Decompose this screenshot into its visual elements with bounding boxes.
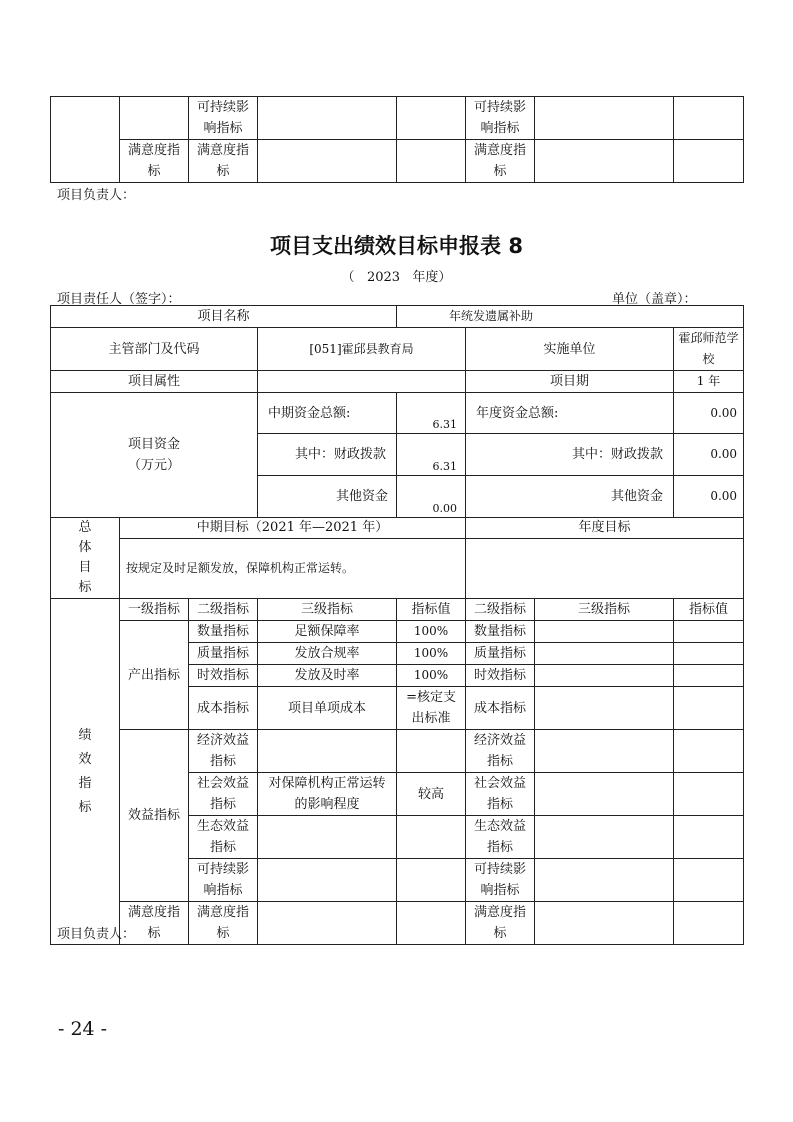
sat1-line1: 满意度指 — [127, 905, 180, 920]
sus-line1: 可持续影 — [196, 862, 249, 877]
goal-char: 总 — [78, 520, 92, 535]
project-name-value: 年统发遗属补助 — [397, 306, 744, 328]
top-blank-cell — [51, 97, 120, 183]
social-level3 — [258, 773, 397, 816]
social-l3-line1: 对保障机构正常运转 — [268, 776, 386, 791]
top-blank-cell — [535, 140, 674, 183]
mid-total-value: 6.31 — [397, 393, 466, 434]
blank-cell — [397, 859, 466, 902]
overall-goal-side-label — [51, 518, 120, 599]
project-attr-value — [258, 371, 466, 393]
cost-value-line2: 出标准 — [411, 711, 451, 726]
perf-char: 效 — [78, 751, 92, 767]
quality-indicator: 质量指标 — [189, 643, 258, 665]
qty-indicator: 数量指标 — [189, 621, 258, 643]
mid-total-label: 中期资金总额: — [258, 393, 397, 434]
sat1-line2: 标 — [147, 926, 161, 941]
cost-indicator: 成本指标 — [189, 687, 258, 730]
satisfaction-level1-cell — [120, 140, 189, 183]
project-period-label: 项目期 — [466, 371, 674, 393]
performance-side-label — [51, 599, 120, 945]
sustain-label-line2: 响指标 — [480, 121, 520, 136]
goal-char: 标 — [78, 580, 92, 595]
blank-cell — [674, 816, 744, 859]
sus-line1: 可持续影 — [474, 862, 527, 877]
header-level3-right: 三级指标 — [535, 599, 674, 621]
time-indicator: 时效指标 — [189, 665, 258, 687]
mid-other-label: 其他资金 — [258, 476, 397, 518]
sustain-indicator-cell-right — [466, 97, 535, 140]
eco-line2: 指标 — [209, 840, 236, 855]
blank-cell — [535, 859, 674, 902]
social-line1: 社会效益 — [196, 776, 249, 791]
econ-indicator — [189, 730, 258, 773]
mid-other-value: 0.00 — [397, 476, 466, 518]
project-funds-label — [51, 393, 258, 518]
sus-line2: 响指标 — [203, 883, 243, 898]
top-footer-responsible: 项目负责人： — [57, 188, 136, 203]
time-level3: 发放及时率 — [258, 665, 397, 687]
responsible-signature-label: 项目责任人（签字）： — [57, 292, 181, 307]
quality-level3: 发放合规率 — [258, 643, 397, 665]
qty-value: 100% — [397, 621, 466, 643]
blank-cell — [674, 773, 744, 816]
quality-indicator-right: 质量指标 — [466, 643, 535, 665]
year-other-label: 其他资金 — [466, 476, 674, 518]
header-level1: 一级指标 — [120, 599, 189, 621]
social-indicator-right — [466, 773, 535, 816]
sat2-line2: 标 — [493, 164, 507, 179]
sustain-label-line1: 可持续影 — [473, 100, 526, 115]
blank-cell — [674, 687, 744, 730]
year-goal-text — [466, 538, 744, 599]
year-total-value: 0.00 — [674, 393, 744, 434]
time-indicator-right: 时效指标 — [466, 665, 535, 687]
mid-fiscal-value: 6.31 — [397, 434, 466, 476]
blank-cell — [535, 665, 674, 687]
benefit-indicator-label: 效益指标 — [120, 730, 189, 902]
mid-goal-header: 中期目标（2021 年—2021 年） — [120, 518, 466, 539]
satisfaction-level2-cell-right — [466, 140, 535, 183]
sustain-indicator — [189, 859, 258, 902]
sat2-line1: 满意度指 — [474, 905, 527, 920]
cost-level3: 项目单项成本 — [258, 687, 397, 730]
bottom-footer-responsible: 项目负责人： — [57, 927, 136, 942]
blank-cell — [674, 859, 744, 902]
top-blank-cell — [674, 140, 744, 183]
qty-level3: 足额保障率 — [258, 621, 397, 643]
mid-fiscal-label: 其中：财政拨款 — [258, 434, 397, 476]
social-line2: 指标 — [487, 797, 514, 812]
blank-cell — [397, 902, 466, 945]
top-continuation-table — [50, 96, 744, 183]
top-blank-cell — [258, 97, 397, 140]
blank-cell — [258, 902, 397, 945]
year-other-value: 0.00 — [674, 476, 744, 518]
eco-line1: 生态效益 — [196, 819, 249, 834]
econ-line2: 指标 — [209, 754, 236, 769]
blank-cell — [258, 816, 397, 859]
econ-indicator-right — [466, 730, 535, 773]
blank-cell — [674, 621, 744, 643]
blank-cell — [674, 730, 744, 773]
sat2-line2: 标 — [216, 926, 230, 941]
header-level3: 三级指标 — [258, 599, 397, 621]
performance-target-table — [50, 305, 744, 945]
blank-cell — [535, 643, 674, 665]
top-blank-cell — [397, 97, 466, 140]
sat2-line1: 满意度指 — [473, 143, 526, 158]
social-line2: 指标 — [209, 797, 236, 812]
blank-cell — [535, 621, 674, 643]
funds-label-line1: 项目资金 — [127, 437, 180, 452]
sat-line2: 标 — [147, 164, 161, 179]
sat2-line1: 满意度指 — [196, 143, 249, 158]
year-fiscal-value: 0.00 — [674, 434, 744, 476]
header-value-right: 指标值 — [674, 599, 744, 621]
social-indicator — [189, 773, 258, 816]
page-number: - 24 - — [58, 1018, 108, 1040]
goal-char: 体 — [78, 540, 92, 555]
top-blank-cell — [258, 140, 397, 183]
unit-seal-label: 单位（盖章）： — [612, 292, 697, 307]
dept-label: 主管部门及代码 — [51, 328, 258, 371]
satisfaction-level2 — [189, 902, 258, 945]
satisfaction-level2-right — [466, 902, 535, 945]
blank-cell — [258, 730, 397, 773]
econ-line1: 经济效益 — [196, 733, 249, 748]
blank-cell — [674, 665, 744, 687]
quality-value: 100% — [397, 643, 466, 665]
sat2-line2: 标 — [216, 164, 230, 179]
top-blank-cell — [674, 97, 744, 140]
eco-indicator-right — [466, 816, 535, 859]
social-l3-line2: 的影响程度 — [294, 797, 360, 812]
perf-char: 指 — [78, 775, 92, 791]
header-value: 指标值 — [397, 599, 466, 621]
blank-cell — [535, 730, 674, 773]
year-fiscal-label: 其中：财政拨款 — [466, 434, 674, 476]
impl-unit-label: 实施单位 — [466, 328, 674, 371]
year-goal-header: 年度目标 — [466, 518, 744, 539]
satisfaction-level2-cell — [189, 140, 258, 183]
cost-value — [397, 687, 466, 730]
header-level2: 二级指标 — [189, 599, 258, 621]
impl-unit-value: 霍邱师范学校 — [674, 328, 744, 371]
project-attr-label: 项目属性 — [51, 371, 258, 393]
blank-cell — [258, 859, 397, 902]
blank-cell — [674, 643, 744, 665]
eco-indicator — [189, 816, 258, 859]
perf-char: 标 — [78, 799, 92, 815]
sat2-line1: 满意度指 — [196, 905, 249, 920]
header-level2-right: 二级指标 — [466, 599, 535, 621]
sustain-indicator-right — [466, 859, 535, 902]
mid-goal-text: 按规定及时足额发放，保障机构正常运转。 — [120, 538, 466, 599]
blank-cell — [674, 902, 744, 945]
sustain-label-line2: 响指标 — [203, 121, 243, 136]
qty-indicator-right: 数量指标 — [466, 621, 535, 643]
sat2-line2: 标 — [493, 926, 507, 941]
year-line: （ 2023 年度） — [341, 270, 452, 285]
econ-line1: 经济效益 — [474, 733, 527, 748]
sat-line1: 满意度指 — [127, 143, 180, 158]
blank-cell — [535, 902, 674, 945]
cost-indicator-right: 成本指标 — [466, 687, 535, 730]
year-total-label: 年度资金总额: — [466, 393, 674, 434]
output-indicator-label: 产出指标 — [120, 621, 189, 730]
page-title: 项目支出绩效目标申报表 8 — [270, 234, 523, 258]
top-blank-cell — [397, 140, 466, 183]
social-line1: 社会效益 — [474, 776, 527, 791]
blank-cell — [397, 816, 466, 859]
top-blank-cell — [120, 97, 189, 140]
social-value: 较高 — [397, 773, 466, 816]
perf-char: 绩 — [78, 727, 92, 743]
project-name-label: 项目名称 — [51, 306, 397, 328]
dept-value: [051]霍邱县教育局 — [258, 328, 466, 371]
top-blank-cell — [535, 97, 674, 140]
sustain-label-line1: 可持续影 — [196, 100, 249, 115]
sustain-indicator-cell — [189, 97, 258, 140]
project-period-value: 1 年 — [674, 371, 744, 393]
goal-char: 目 — [78, 560, 92, 575]
time-value: 100% — [397, 665, 466, 687]
cost-value-line1: =核定支 — [406, 690, 456, 705]
econ-line2: 指标 — [487, 754, 514, 769]
blank-cell — [535, 773, 674, 816]
blank-cell — [535, 816, 674, 859]
blank-cell — [535, 687, 674, 730]
eco-line1: 生态效益 — [474, 819, 527, 834]
funds-label-line2: （万元） — [127, 458, 180, 473]
sus-line2: 响指标 — [480, 883, 520, 898]
eco-line2: 指标 — [487, 840, 514, 855]
blank-cell — [397, 730, 466, 773]
